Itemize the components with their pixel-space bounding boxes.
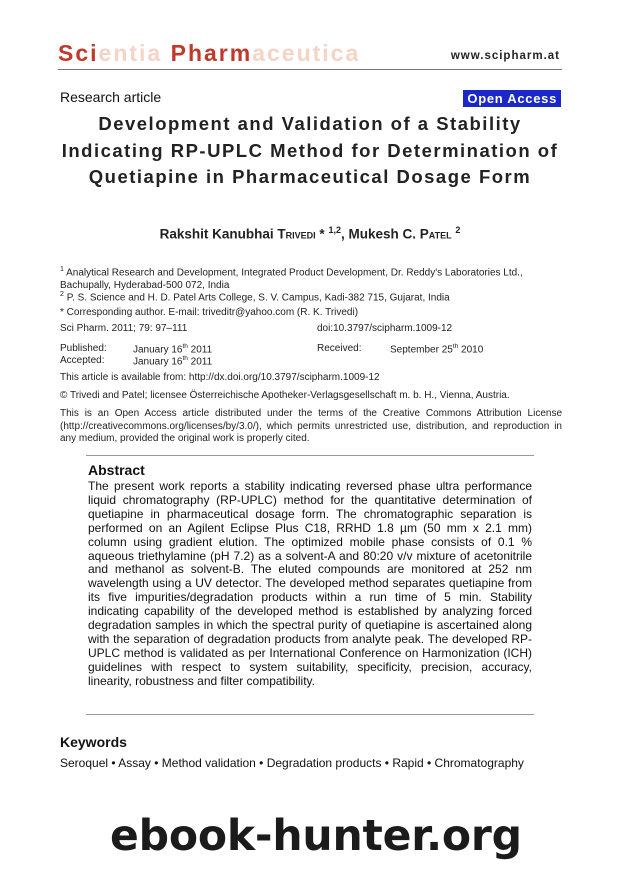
abstract-top-rule: [86, 455, 534, 456]
abstract-heading: Abstract: [88, 462, 145, 478]
journal-citation: Sci Pharm. 2011; 79: 97–111: [60, 323, 188, 334]
affiliation-2-mark: 2: [60, 291, 64, 298]
published-ordinal: th: [182, 343, 188, 350]
affiliation-2-text: P. S. Science and H. D. Patel Arts College, S. V. Campus, Kadi-382 715, Gujarat, India: [66, 292, 450, 304]
author-1-marks: *: [315, 226, 325, 242]
license-note: This is an Open Access article distributed under the terms of the Creative Commons Attribution License (http://creativecommons.org/licenses/by/3.0/), which permits unrestricted use, distribution, and reproduction in any medium, provided the original work is properly cited.: [60, 408, 562, 444]
accepted-ordinal: th: [182, 355, 188, 362]
logo-part-2: entia: [98, 40, 163, 66]
article-type: Research article: [60, 89, 162, 105]
received-label: Received:: [317, 343, 362, 354]
author-separator: ,: [340, 226, 349, 242]
header-divider: [58, 69, 562, 70]
keywords-list: Seroquel • Assay • Method validation • Degradation products • Rapid • Chromatography: [60, 756, 524, 770]
copyright-note: © Trivedi and Patel; licensee Österreichische Apotheker-Verlagsgesellschaft m. b. H., Vienna, Austria.: [60, 390, 510, 401]
affiliation-1-mark: 1: [60, 266, 64, 273]
article-title: Development and Validation of a Stability Indicating RP-UPLC Method for Determination of Quetiapine in Pharmaceutical Dosage Form: [61, 113, 559, 187]
received-date: [390, 343, 483, 355]
author-2-family: Patel: [419, 226, 452, 242]
corresponding-author: * Corresponding author. E-mail: triveditr@yahoo.com (R. K. Trivedi): [60, 307, 359, 318]
logo-part-3: Pharm: [162, 40, 253, 66]
published-date: [133, 343, 212, 355]
accepted-day: January 16: [133, 356, 183, 368]
watermark: ebook-hunter.org: [110, 812, 522, 861]
availability-note: This article is available from: http://dx.doi.org/10.3797/scipharm.1009-12: [60, 372, 380, 383]
author-line: [60, 225, 560, 242]
journal-logo: [58, 40, 360, 67]
logo-part-4: aceutica: [252, 40, 361, 66]
keywords-heading: Keywords: [60, 734, 127, 750]
accepted-label: Accepted:: [60, 355, 105, 366]
author-1-family: Trivedi: [277, 226, 316, 242]
author-1-given: Rakshit Kanubhai: [159, 226, 274, 242]
author-1-affiliation-marks: 1,2: [328, 225, 341, 235]
affiliation-1-text: Analytical Research and Development, Integrated Product Development, Dr. Reddy's Laboratories Ltd., Bachupally, Hyderabad-500 072, India: [60, 267, 523, 291]
affiliation-2: [60, 289, 562, 305]
received-day: September 25: [390, 344, 453, 356]
journal-url[interactable]: www.scipharm.at: [450, 50, 560, 62]
author-2-affiliation-mark: 2: [455, 225, 461, 235]
accepted-date: [133, 355, 212, 367]
author-2-given: Mukesh C.: [348, 226, 416, 242]
published-day: January 16: [133, 344, 183, 356]
abstract-text: The present work reports a stability indicating reversed phase ultra performance liquid chromatography (RP-UPLC) method for the quantitative determination of quetiapine in pharmaceutical dosage form. The chromatographic separation is performed on an Agilent Eclipse Plus C18, RRHD 1.8 µm (50 mm x 2.1 mm) column using gradient elution. The optimized mobile phase consists of 0.1 % aqueous triethylamine (pH 7.2) as a solvent-A and 80:20 v/v mixture of acetonitrile and methanol as solvent-B. The eluted compounds are monitored at 252 nm wavelength using a UV detector. The developed method separates quetiapine from its five impurities/degradation products within a run time of 5 min. Stability indicating capability of the developed method is established by analyzing forced degradation samples in which the spectral purity of quetiapine is ascertained along with the separation of degradation products from analyte peak. The developed RP-UPLC method is validated as per International Conference on Harmonization (ICH) guidelines with respect to system suitability, specificity, precision, accuracy, linearity, robustness and filter compatibility.: [88, 479, 532, 688]
open-access-badge: Open Access: [463, 90, 561, 107]
received-ordinal: th: [452, 343, 459, 350]
doi[interactable]: doi:10.3797/scipharm.1009-12: [317, 323, 453, 334]
abstract-bottom-rule: [86, 714, 534, 715]
published-year: 2011: [187, 344, 213, 356]
received-year: 2010: [458, 344, 484, 356]
accepted-year: 2011: [187, 356, 213, 368]
logo-part-1: Sci: [58, 40, 99, 66]
published-label: Published:: [60, 343, 107, 354]
